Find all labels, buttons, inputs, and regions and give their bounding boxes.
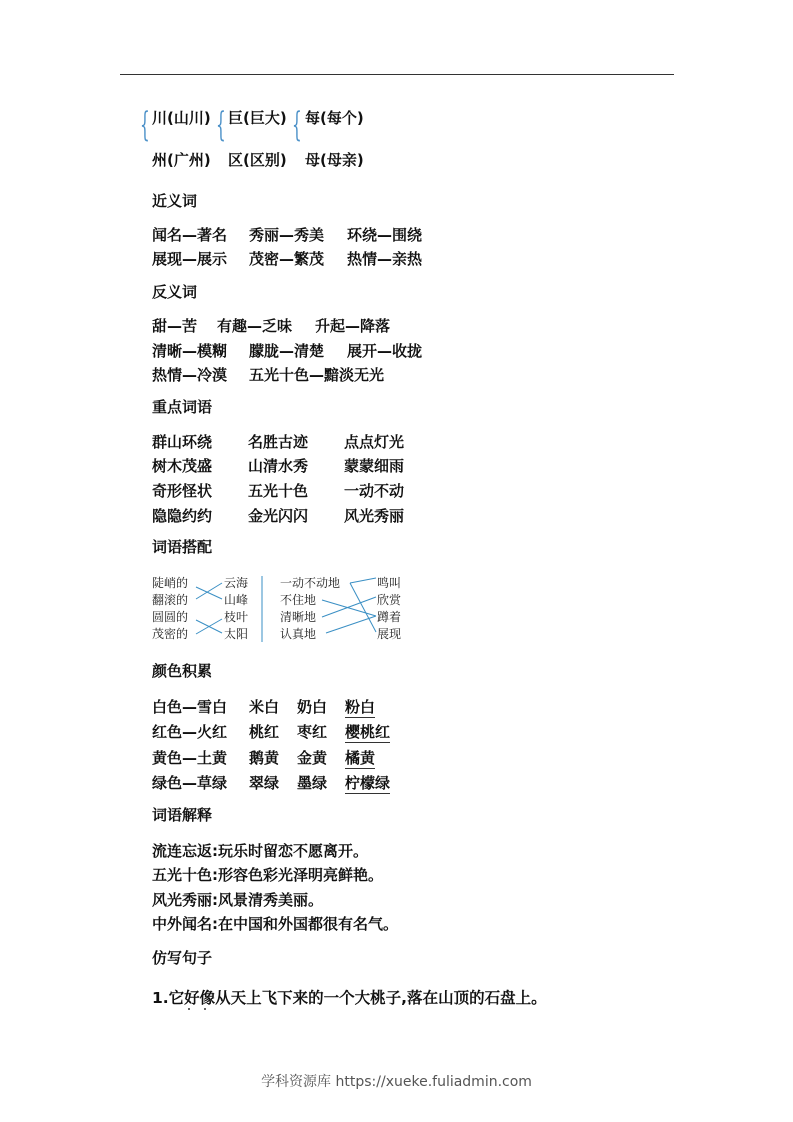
antonym-pair: 升起—降落	[315, 317, 391, 335]
synonym-pair: 环绕—围绕	[347, 226, 423, 244]
char-bottom-2: 区(区别)	[228, 151, 287, 169]
key-word: 一动不动	[344, 482, 405, 500]
color-word: 墨绿	[297, 774, 328, 792]
synonym-pair: 秀丽—秀美	[249, 226, 325, 244]
color-word: 翠绿	[249, 774, 280, 792]
footer-text: 学科资源库 https://xueke.fuliadmin.com	[261, 1074, 532, 1090]
color-word: 米白	[249, 698, 280, 716]
match-right-a: 太阳	[224, 627, 249, 641]
key-word: 奇形怪状	[152, 482, 213, 500]
color-word-underlined: 樱桃红	[345, 723, 391, 741]
antonym-pair: 五光十色—黯淡无光	[249, 366, 385, 384]
synonym-pair: 展现—展示	[152, 250, 228, 268]
color-word: 金黄	[297, 749, 328, 767]
color-word: 鹅黄	[249, 749, 280, 767]
antonym-pair: 热情—冷漠	[152, 366, 228, 384]
match-left-a: 茂密的	[152, 627, 189, 641]
match-right-b: 鸣叫	[377, 576, 402, 590]
char-top-3: 每(每个)	[305, 109, 364, 127]
emphasis-dot	[204, 1008, 206, 1010]
section-heading: 词语搭配	[152, 538, 213, 556]
key-word: 五光十色	[248, 482, 309, 500]
match-left-b: 一动不动地	[280, 576, 341, 590]
antonym-pair: 甜—苦	[152, 317, 198, 335]
match-left-a: 翻滚的	[152, 593, 189, 607]
brace-icon: {	[292, 105, 302, 145]
char-bottom-1: 州(广州)	[152, 151, 211, 169]
antonym-pair: 朦胧—清楚	[249, 342, 325, 360]
color-word-underlined: 柠檬绿	[345, 774, 391, 792]
section-heading: 词语解释	[152, 806, 213, 824]
key-word: 隐隐约约	[152, 507, 213, 525]
explanation-line: 中外闻名:在中国和外国都很有名气。	[152, 915, 399, 933]
char-bottom-3: 母(母亲)	[305, 151, 364, 169]
key-word: 点点灯光	[344, 433, 405, 451]
key-word: 树木茂盛	[152, 457, 213, 475]
color-word: 白色—雪白	[152, 698, 228, 716]
section-heading: 反义词	[152, 283, 198, 301]
key-word: 蒙蒙细雨	[344, 457, 405, 475]
color-word: 红色—火红	[152, 723, 228, 741]
brace-icon: {	[216, 105, 226, 145]
antonym-pair: 有趣—乏味	[217, 317, 293, 335]
key-word: 风光秀丽	[344, 507, 405, 525]
match-right-b: 展现	[377, 627, 402, 641]
synonym-pair: 热情—亲热	[347, 250, 423, 268]
key-word: 群山环绕	[152, 433, 213, 451]
imitation-sentence: 1.它好像从天上飞下来的一个大桃子,落在山顶的石盘上。	[152, 989, 547, 1007]
color-word-underlined: 橘黄	[345, 749, 376, 767]
char-top-2: 巨(巨大)	[228, 109, 287, 127]
match-right-a: 云海	[224, 576, 249, 590]
antonym-pair: 清晰—模糊	[152, 342, 228, 360]
collocation-matching-figure	[150, 572, 410, 644]
color-word: 黄色—土黄	[152, 749, 228, 767]
match-right-a: 枝叶	[224, 610, 249, 624]
key-word: 金光闪闪	[248, 507, 309, 525]
color-word: 奶白	[297, 698, 328, 716]
match-right-b: 欣赏	[377, 593, 402, 607]
match-left-a: 陡峭的	[152, 576, 189, 590]
match-right-b: 蹲着	[377, 610, 402, 624]
section-heading: 仿写句子	[152, 949, 213, 967]
section-heading: 重点词语	[152, 398, 213, 416]
explanation-line: 五光十色:形容色彩光泽明亮鲜艳。	[152, 866, 384, 884]
section-heading: 颜色积累	[152, 662, 213, 680]
match-left-b: 不住地	[280, 593, 317, 607]
section-heading: 近义词	[152, 192, 198, 210]
match-left-b: 认真地	[280, 627, 317, 641]
top-rule	[120, 74, 674, 75]
antonym-pair: 展开—收拢	[347, 342, 423, 360]
synonym-pair: 茂密—繁茂	[249, 250, 325, 268]
key-word: 名胜古迹	[248, 433, 309, 451]
explanation-line: 流连忘返:玩乐时留恋不愿离开。	[152, 842, 369, 860]
match-right-a: 山峰	[224, 593, 249, 607]
match-left-b: 清晰地	[280, 610, 317, 624]
char-top-1: 川(山川)	[152, 109, 211, 127]
emphasis-dot	[188, 1008, 190, 1010]
explanation-line: 风光秀丽:风景清秀美丽。	[152, 891, 323, 909]
key-word: 山清水秀	[248, 457, 309, 475]
synonym-pair: 闻名—著名	[152, 226, 228, 244]
color-word: 桃红	[249, 723, 280, 741]
color-word: 绿色—草绿	[152, 774, 228, 792]
color-word-underlined: 粉白	[345, 698, 376, 716]
match-left-a: 圆圆的	[152, 610, 189, 624]
color-word: 枣红	[297, 723, 328, 741]
brace-icon: {	[140, 105, 150, 145]
